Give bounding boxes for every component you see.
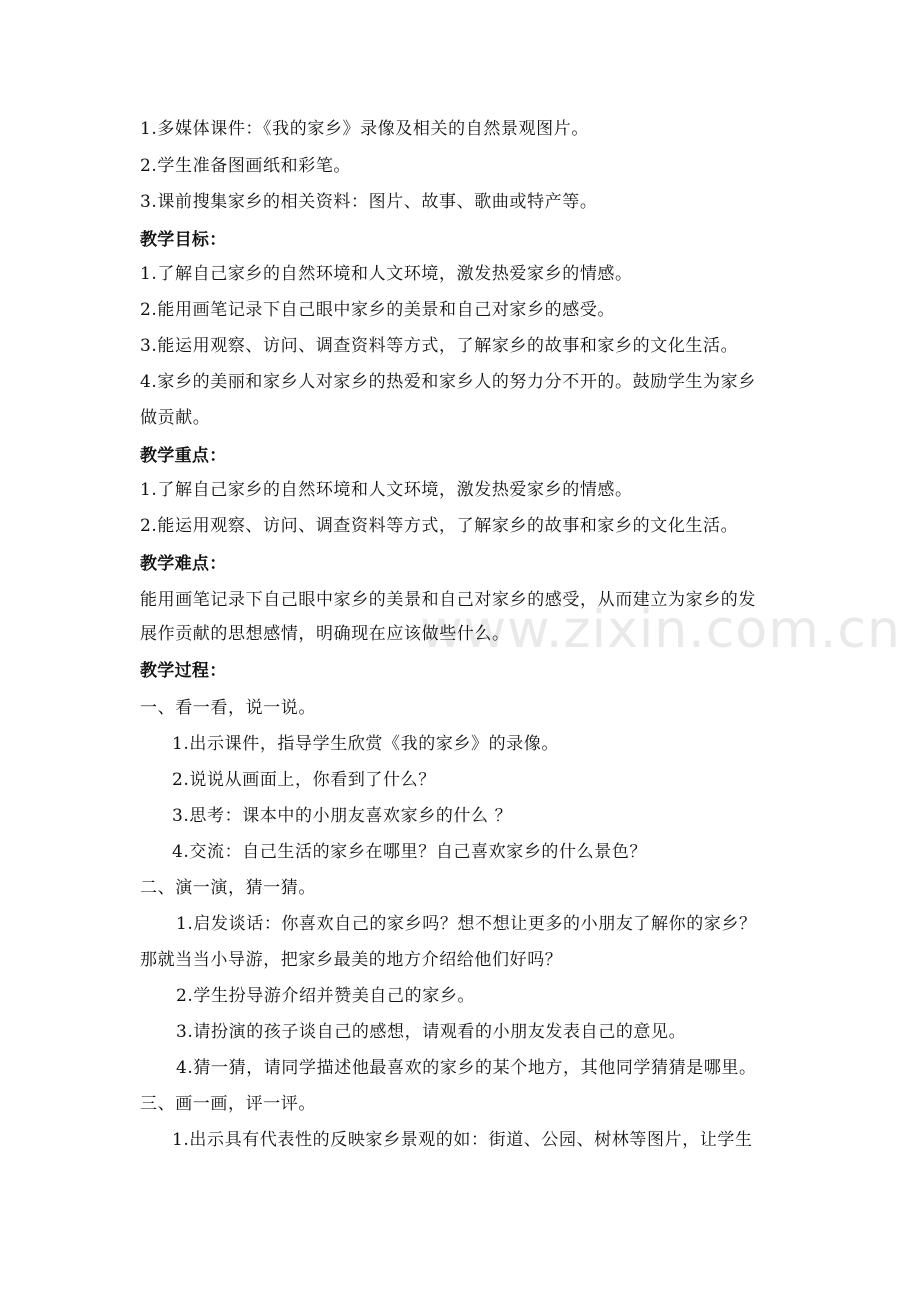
list-item: 4.家乡的美丽和家乡人对家乡的热爱和家乡人的努力分不开的。鼓励学生为家乡 <box>140 372 756 392</box>
step-item: 1.启发谈话：你喜欢自己的家乡吗？想不想让更多的小朋友了解你的家乡？ <box>176 914 757 934</box>
step-heading: 一、看一看，说一说。 <box>140 698 316 718</box>
step-item-continuation: 那就当当小导游，把家乡最美的地方介绍给他们好吗？ <box>140 950 563 970</box>
step-item: 3.请扮演的孩子谈自己的感想，请观看的小朋友发表自己的意见。 <box>176 1022 687 1042</box>
material-item: 1.多媒体课件：《我的家乡》录像及相关的自然景观图片。 <box>140 119 589 139</box>
paragraph-line: 能用画笔记录下自己眼中家乡的美景和自己对家乡的感受，从而建立为家乡的发 <box>140 590 756 610</box>
step-heading: 二、演一演，猜一猜。 <box>140 878 316 898</box>
section-heading: 教学过程： <box>140 661 227 681</box>
material-item: 3.课前搜集家乡的相关资料：图片、故事、歌曲或特产等。 <box>140 192 598 212</box>
list-item: 2.能用画笔记录下自己眼中家乡的美景和自己对家乡的感受。 <box>140 300 616 320</box>
step-item: 1.出示具有代表性的反映家乡景观的如：街道、公园、树林等图片，让学生 <box>172 1130 753 1150</box>
material-item: 2.学生准备图画纸和彩笔。 <box>140 156 352 176</box>
section-heading: 教学重点： <box>140 446 227 466</box>
list-item-continuation: 做贡献。 <box>140 408 211 428</box>
step-item: 4.猜一猜，请同学描述他最喜欢的家乡的某个地方，其他同学猜猜是哪里。 <box>176 1058 757 1078</box>
step-item: 2.学生扮导游介绍并赞美自己的家乡。 <box>176 986 476 1006</box>
section-heading: 教学目标： <box>140 230 227 250</box>
step-heading: 三、画一画，评一评。 <box>140 1094 316 1114</box>
list-item: 3.能运用观察、访问、调查资料等方式，了解家乡的故事和家乡的文化生活。 <box>140 336 739 356</box>
step-item: 3.思考：课本中的小朋友喜欢家乡的什么 ？ <box>172 806 513 826</box>
list-item: 1.了解自己家乡的自然环境和人文环境，激发热爱家乡的情感。 <box>140 264 633 284</box>
list-item: 1.了解自己家乡的自然环境和人文环境，激发热爱家乡的情感。 <box>140 480 633 500</box>
section-heading: 教学难点： <box>140 554 227 574</box>
paragraph-line: 展作贡献的思想感情，明确现在应该做些什么。 <box>140 624 510 644</box>
list-item: 2.能运用观察、访问、调查资料等方式，了解家乡的故事和家乡的文化生活。 <box>140 516 739 536</box>
step-item: 1.出示课件，指导学生欣赏《我的家乡》的录像。 <box>172 734 560 754</box>
watermark: www.zixin.com.cn <box>420 600 901 660</box>
step-item: 4.交流：自己生活的家乡在哪里？自己喜欢家乡的什么景色？ <box>172 842 648 862</box>
step-item: 2.说说从画面上，你看到了什么？ <box>172 770 436 790</box>
